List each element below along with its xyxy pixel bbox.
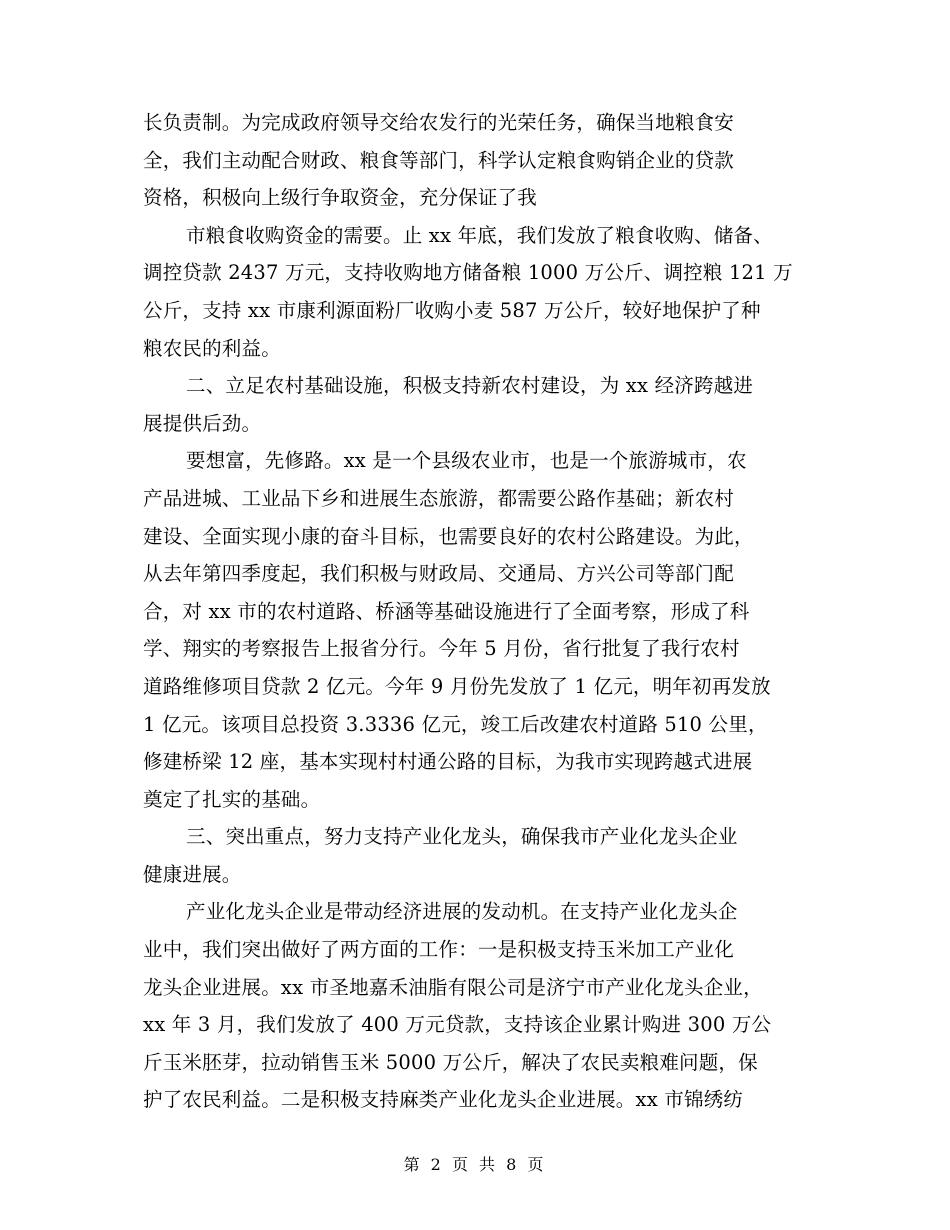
section-heading-line: 三、突出重点，努力支持产业化龙头，确保我市产业化龙头企业: [186, 825, 738, 849]
text-line: 道路维修项目贷款 2 亿元。今年 9 月份先发放了 1 亿元，明年初再发放: [143, 674, 771, 698]
text-line: 护了农民利益。二是积极支持麻类产业化龙头企业进展。xx 市锦绣纺: [143, 1088, 744, 1112]
text-line: 建设、全面实现小康的奋斗目标，也需要良好的农村公路建设。为此，: [143, 524, 754, 548]
text-line: 斤玉米胚芽，拉动销售玉米 5000 万公斤，解决了农民卖粮难问题，保: [143, 1050, 758, 1074]
text-line: 产品进城、工业品下乡和进展生态旅游，都需要公路作基础；新农村: [143, 486, 735, 510]
text-line: 资格，积极向上级行争取资金，充分保证了我: [143, 186, 538, 210]
section-heading-line: 健康进展。: [143, 862, 242, 886]
text-line: 学、翔实的考察报告上报省分行。今年 5 月份，省行批复了我行农村: [143, 637, 740, 661]
text-line: 粮农民的利益。: [143, 336, 281, 360]
paragraph-start-line: 产业化龙头企业是带动经济进展的发动机。在支持产业化龙头企: [186, 900, 738, 924]
text-line: 业中，我们突出做好了两方面的工作：一是积极支持玉米加工产业化: [143, 938, 735, 962]
text-line: xx 年 3 月，我们发放了 400 万元贷款，支持该企业累计购进 300 万公: [143, 1013, 772, 1037]
text-line: 公斤，支持 xx 市康利源面粉厂收购小麦 587 万公斤，较好地保护了种: [143, 298, 761, 322]
text-line: 龙头企业进展。xx 市圣地嘉禾油脂有限公司是济宁市产业化龙头企业，: [143, 975, 763, 999]
text-line: 修建桥梁 12 座，基本实现村村通公路的目标，为我市实现跨越式进展: [143, 750, 753, 774]
text-line: 1 亿元。该项目总投资 3.3336 亿元，竣工后改建农村道路 510 公里，: [143, 712, 768, 736]
paragraph-start-line: 市粮食收购资金的需要。止 xx 年底，我们发放了粮食收购、储备、: [186, 223, 773, 247]
page-number-footer: 第 2 页 共 8 页: [403, 1155, 547, 1174]
text-line: 从去年第四季度起，我们积极与财政局、交通局、方兴公司等部门配: [143, 562, 735, 586]
text-line: 合，对 xx 市的农村道路、桥涵等基础设施进行了全面考察，形成了科: [143, 599, 750, 623]
text-line: 调控贷款 2437 万元，支持收购地方储备粮 1000 万公斤、调控粮 121 万: [143, 261, 793, 285]
paragraph-start-line: 要想富，先修路。xx 是一个县级农业市，也是一个旅游城市，农: [186, 449, 747, 473]
text-line: 奠定了扎实的基础。: [143, 787, 321, 811]
section-heading-line: 展提供后劲。: [143, 411, 262, 435]
section-heading-line: 二、立足农村基础设施，积极支持新农村建设，为 xx 经济跨越进: [186, 374, 754, 398]
text-line: 全，我们主动配合财政、粮食等部门，科学认定粮食购销企业的贷款: [143, 148, 735, 172]
body-text: [143, 104, 813, 1119]
text-line: 长负责制。为完成政府领导交给农发行的光荣任务，确保当地粮食安: [143, 111, 735, 134]
